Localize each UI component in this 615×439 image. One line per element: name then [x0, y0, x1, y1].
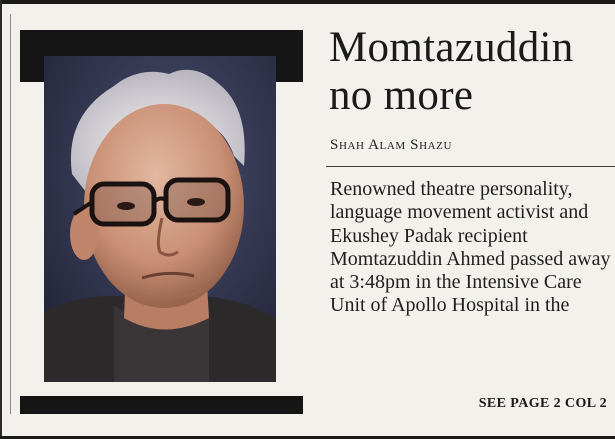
byline: Shah Alam Shazu	[330, 137, 453, 153]
jump-line[interactable]: SEE PAGE 2 COL 2	[478, 396, 607, 411]
byline-rule	[326, 166, 615, 167]
article-body: Renowned theatre personality, language movement activist and Ekushey Padak recipient Momtazuddin Ahmed passed away at 3:48pm in the Intensive Care Unit of Apollo Hospital in the	[330, 178, 611, 317]
column-divider	[10, 14, 11, 414]
left-edge-rule	[0, 0, 2, 439]
headline: Momtazuddin no more	[329, 24, 574, 119]
portrait-photo	[44, 56, 276, 382]
photo-frame-bottom-bar	[20, 396, 303, 414]
top-rule	[0, 0, 615, 4]
